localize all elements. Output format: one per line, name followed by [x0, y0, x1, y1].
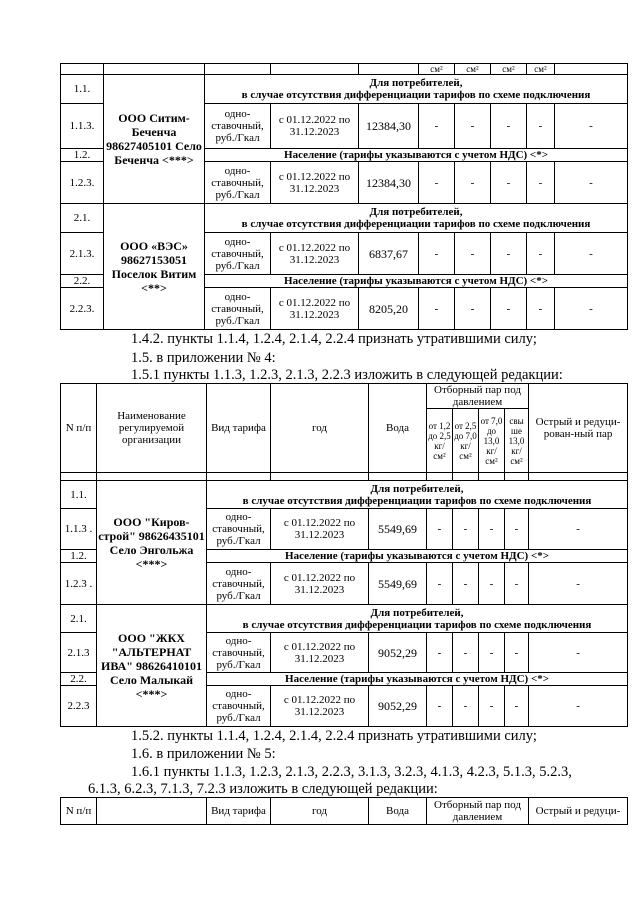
- dash: -: [505, 563, 529, 605]
- table-row: [61, 75, 628, 104]
- water-value: 9052,29: [369, 633, 427, 673]
- dash: -: [419, 162, 455, 204]
- dash: -: [427, 633, 453, 673]
- dash: -: [505, 509, 529, 550]
- row-number: 1.2.: [61, 149, 104, 162]
- row-number: 1.1.3 .: [61, 509, 97, 550]
- consumers-header: Для потребителей, в случае отсутствия дифференциации тарифов по схеме подключения: [205, 204, 628, 233]
- row-number: 1.1.3.: [61, 104, 104, 149]
- column-header-org: Наименование регулируемой организации: [97, 384, 207, 473]
- dash: -: [491, 104, 527, 149]
- column-header-n: N п/п: [61, 384, 97, 473]
- column-header-type: Вид тарифа: [207, 384, 271, 473]
- consumers-header: Для потребителей, в случае отсутствия дифференциации тарифов по схеме подключения: [205, 75, 628, 104]
- table-row: [61, 481, 628, 509]
- dash: -: [455, 162, 491, 204]
- organization-cell: ООО "Киров-строй" 98626435101 Село Энгольжа <***>: [97, 481, 207, 605]
- dash: -: [479, 509, 505, 550]
- organization-cell: ООО «ВЭС» 98627153051 Поселок Витим <**>: [104, 204, 205, 330]
- row-number: 2.2.: [61, 673, 97, 686]
- period: с 01.12.2022 по 31.12.2023: [271, 563, 369, 605]
- column-header-year: год: [271, 798, 369, 825]
- dash: -: [479, 686, 505, 727]
- tariff-type: одно-ставочный, руб./Гкал: [205, 233, 271, 275]
- dash: -: [529, 563, 628, 605]
- dash: -: [555, 288, 628, 330]
- row-number: 2.2.: [61, 275, 104, 288]
- period: с 01.12.2022 по 31.12.2023: [271, 288, 359, 330]
- tariff-type: одно-ставочный, руб./Гкал: [207, 633, 271, 673]
- water-value: 12384,30: [359, 162, 419, 204]
- tariff-type: одно-ставочный, руб./Гкал: [207, 563, 271, 605]
- period: с 01.12.2022 по 31.12.2023: [271, 104, 359, 149]
- period: с 01.12.2022 по 31.12.2023: [271, 686, 369, 727]
- organization-cell: ООО "ЖКХ "АЛЬТЕРНАТ ИВА" 98626410101 Село Малыкай <***>: [97, 605, 207, 727]
- row-number: 1.2.3 .: [61, 563, 97, 605]
- paragraph-1-4-2: 1.4.2. пункты 1.1.4, 1.2.4, 2.1.4, 2.2.4 признать утратившими силу;: [131, 331, 537, 347]
- row-number: 1.1.: [61, 75, 104, 104]
- dash: -: [455, 233, 491, 275]
- period: с 01.12.2022 по 31.12.2023: [271, 233, 359, 275]
- paragraph-1-6-1: 1.6.1 пункты 1.1.3, 1.2.3, 2.1.3, 2.2.3, 3.1.3, 3.2.3, 4.1.3, 4.2.3, 5.1.3, 5.2.3,: [131, 764, 572, 780]
- column-header-type: Вид тарифа: [207, 798, 271, 825]
- header-row: [61, 384, 628, 409]
- population-header: Население (тарифы указываются с учетом НДС) <*>: [207, 550, 628, 563]
- dash: -: [527, 162, 555, 204]
- period: с 01.12.2022 по 31.12.2023: [271, 509, 369, 550]
- column-header-water: Вода: [369, 384, 427, 473]
- dash: -: [453, 509, 479, 550]
- units-row: [61, 64, 628, 75]
- tariff-type: одно-ставочный, руб./Гкал: [205, 104, 271, 149]
- column-header-pressure-4: свы ше 13,0 кг/ см²: [505, 409, 529, 473]
- dash: -: [419, 288, 455, 330]
- water-value: 12384,30: [359, 104, 419, 149]
- population-header: Население (тарифы указываются с учетом НДС) <*>: [207, 673, 628, 686]
- paragraph-1-6-1-continued: 6.1.3, 6.2.3, 7.1.3, 7.2.3 изложить в следующей редакции:: [88, 781, 438, 797]
- dash: -: [491, 288, 527, 330]
- dash: -: [453, 686, 479, 727]
- dash: -: [427, 563, 453, 605]
- row-number: 1.1.: [61, 481, 97, 509]
- tariff-table-1: [60, 63, 628, 330]
- consumers-header: Для потребителей, в случае отсутствия дифференциации тарифов по схеме подключения: [207, 481, 628, 509]
- dash: -: [419, 233, 455, 275]
- water-value: 6837,67: [359, 233, 419, 275]
- unit-cell: см²: [527, 64, 555, 75]
- dash: -: [491, 233, 527, 275]
- unit-cell: см²: [419, 64, 455, 75]
- tariff-type: одно-ставочный, руб./Гкал: [205, 162, 271, 204]
- header-row: [61, 798, 628, 825]
- dash: -: [419, 104, 455, 149]
- consumers-header: Для потребителей, в случае отсутствия дифференциации тарифов по схеме подключения: [207, 605, 628, 633]
- row-number: 2.1.: [61, 204, 104, 233]
- dash: -: [527, 233, 555, 275]
- dash: -: [505, 633, 529, 673]
- dash: -: [529, 509, 628, 550]
- dash: -: [527, 104, 555, 149]
- column-header-pressure-1: от 1,2 до 2,5 кг/ см²: [427, 409, 453, 473]
- organization-cell: ООО Ситим-Беченча 98627405101 Село Беченча <***>: [104, 75, 205, 204]
- period: с 01.12.2022 по 31.12.2023: [271, 162, 359, 204]
- tariff-type: одно-ставочный, руб./Гкал: [207, 509, 271, 550]
- row-number: 2.1.: [61, 605, 97, 633]
- row-number: 2.2.3: [61, 686, 97, 727]
- row-number: 2.1.3: [61, 633, 97, 673]
- table-row: [61, 605, 628, 633]
- dash: -: [453, 633, 479, 673]
- water-value: 9052,29: [369, 686, 427, 727]
- paragraph-1-5-2: 1.5.2. пункты 1.1.4, 1.2.4, 2.1.4, 2.2.4 признать утратившими силу;: [131, 728, 537, 744]
- tariff-table-2: [60, 383, 628, 727]
- dash: -: [455, 288, 491, 330]
- column-header-pressure-2: от 2,5 до 7,0 кг/ см²: [453, 409, 479, 473]
- dash: -: [527, 288, 555, 330]
- column-header-pressure-3: от 7,0 до 13,0 кг/ см²: [479, 409, 505, 473]
- dash: -: [427, 686, 453, 727]
- dash: -: [555, 233, 628, 275]
- paragraph-1-6: 1.6. в приложении № 5:: [131, 746, 276, 762]
- dash: -: [529, 686, 628, 727]
- dash: -: [491, 162, 527, 204]
- water-value: 5549,69: [369, 509, 427, 550]
- row-number: 1.2.3.: [61, 162, 104, 204]
- column-header-sharp-steam: Острый и редуци-рован-ный пар: [529, 384, 628, 473]
- dash: -: [529, 633, 628, 673]
- tariff-type: одно-ставочный, руб./Гкал: [205, 288, 271, 330]
- dash: -: [479, 633, 505, 673]
- water-value: 5549,69: [369, 563, 427, 605]
- table-row: [61, 204, 628, 233]
- row-number: 1.2.: [61, 550, 97, 563]
- column-header-n: N п/п: [61, 798, 97, 825]
- population-header: Население (тарифы указываются с учетом НДС) <*>: [205, 149, 628, 162]
- unit-cell: см²: [455, 64, 491, 75]
- population-header: Население (тарифы указываются с учетом НДС) <*>: [205, 275, 628, 288]
- paragraph-1-5: 1.5. в приложении № 4:: [131, 350, 276, 366]
- water-value: 8205,20: [359, 288, 419, 330]
- column-header-steam: Отборный пар под давлением: [427, 798, 529, 825]
- dash: -: [555, 104, 628, 149]
- dash: -: [455, 104, 491, 149]
- dash: -: [555, 162, 628, 204]
- tariff-type: одно-ставочный, руб./Гкал: [207, 686, 271, 727]
- dash: -: [479, 563, 505, 605]
- column-header-sharp-steam: Острый и редуци-: [529, 798, 628, 825]
- period: с 01.12.2022 по 31.12.2023: [271, 633, 369, 673]
- column-header-steam: Отборный пар под давлением: [427, 384, 529, 409]
- column-header-year: год: [271, 384, 369, 473]
- dash: -: [453, 563, 479, 605]
- dash: -: [505, 686, 529, 727]
- column-header-water: Вода: [369, 798, 427, 825]
- row-number: 2.1.3.: [61, 233, 104, 275]
- dash: -: [427, 509, 453, 550]
- paragraph-1-5-1: 1.5.1 пункты 1.1.3, 1.2.3, 2.1.3, 2.2.3 изложить в следующей редакции:: [131, 367, 563, 383]
- unit-cell: см²: [491, 64, 527, 75]
- spacer-row: [61, 473, 628, 481]
- tariff-table-3: [60, 797, 628, 825]
- row-number: 2.2.3.: [61, 288, 104, 330]
